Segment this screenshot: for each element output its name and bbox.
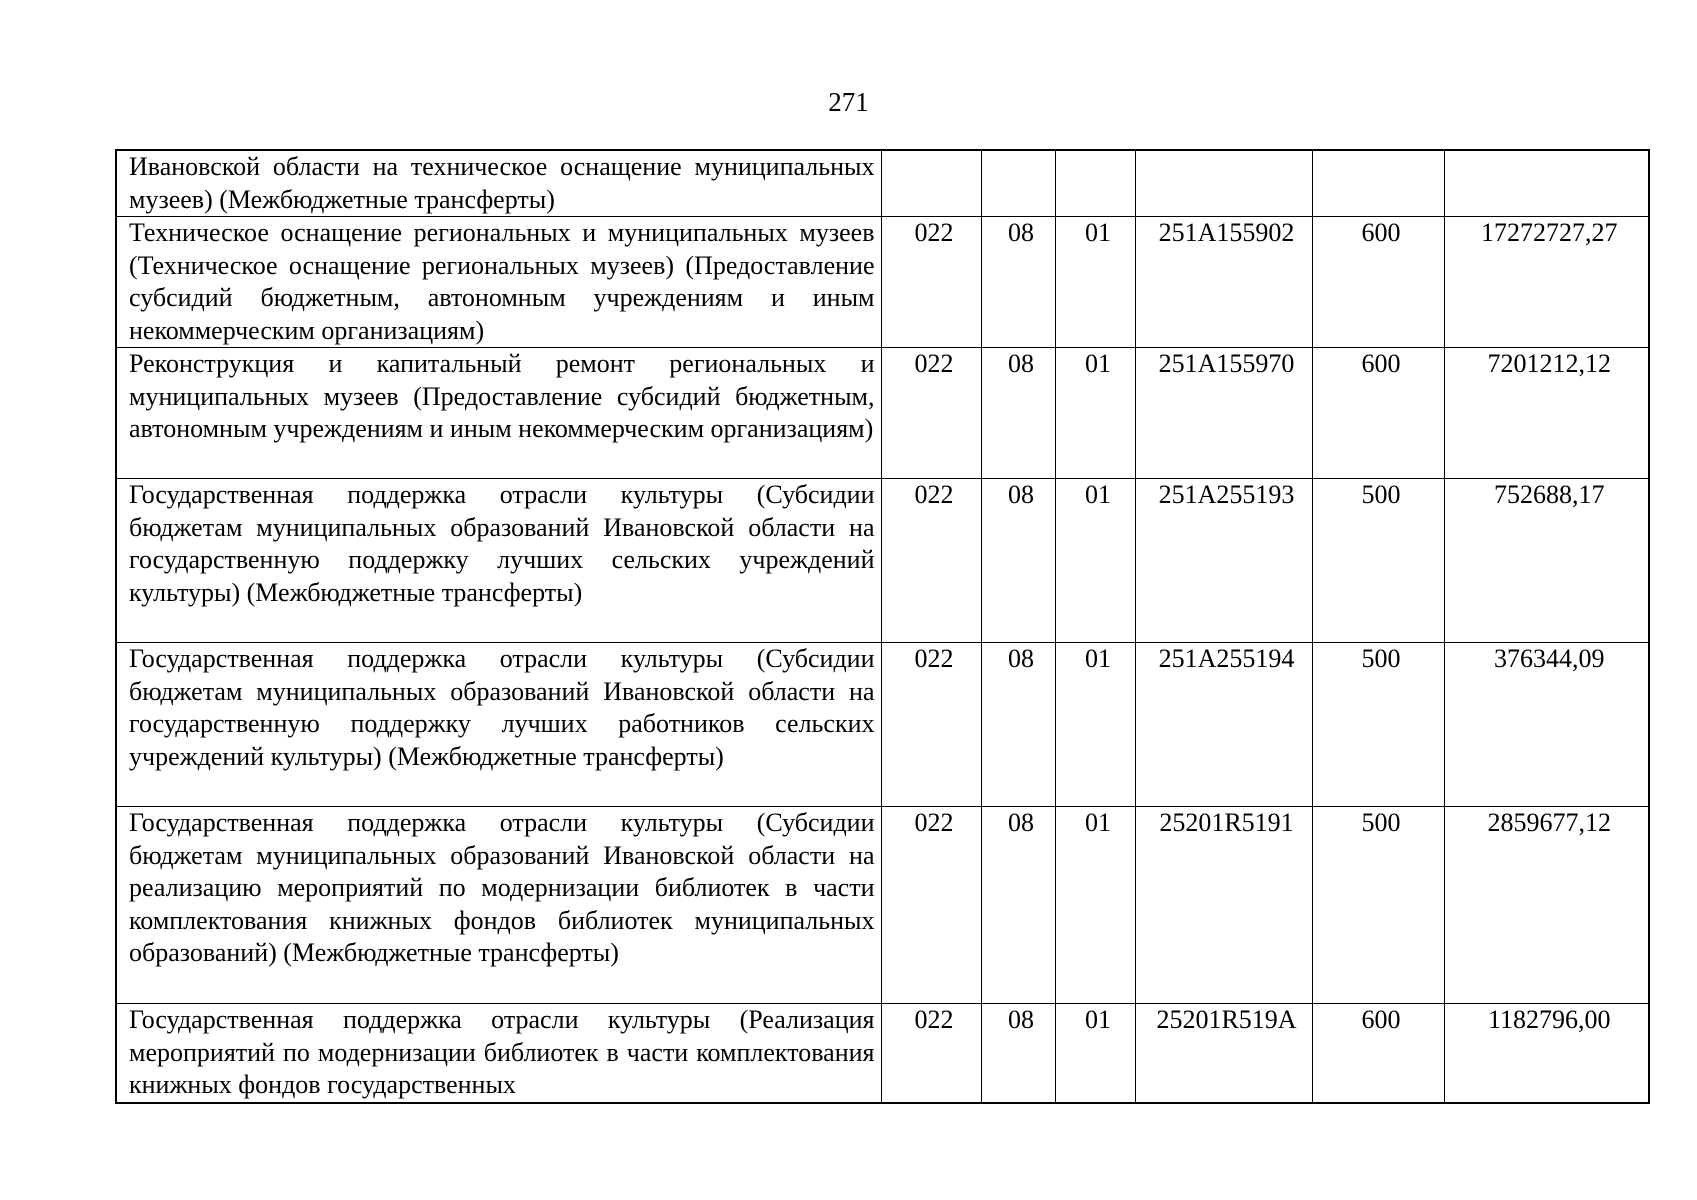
section-code: 08 (981, 479, 1055, 643)
subsection-code: 01 (1055, 1004, 1135, 1103)
expense-type-code: 500 (1312, 479, 1444, 643)
section-code: 08 (981, 1004, 1055, 1103)
row-description: Государственная поддержка отрасли культуры (Реализация мероприятий по модернизации библиотек в части комплектования книжных фондов государственных (116, 1004, 881, 1103)
expense-type-code: 600 (1312, 348, 1444, 479)
section-code: 08 (981, 643, 1055, 807)
ministry-code: 022 (881, 479, 981, 643)
target-article-code: 251A155970 (1135, 348, 1312, 479)
ministry-code: 022 (881, 348, 981, 479)
target-article-code: 25201R519A (1135, 1004, 1312, 1103)
row-description: Государственная поддержка отрасли культуры (Субсидии бюджетам муниципальных образований Ивановской области на государственную поддержку лучших сельских учреждений культуры) (Межбюджетные трансферты) (116, 479, 881, 643)
row-description: Ивановской области на техническое оснащение муниципальных музеев) (Межбюджетные трансферты) (116, 150, 881, 217)
table-row (116, 1004, 1649, 1103)
target-article-code: 251A155902 (1135, 217, 1312, 348)
expense-type-code: 500 (1312, 643, 1444, 807)
subsection-code: 01 (1055, 479, 1135, 643)
expense-type-code: 600 (1312, 1004, 1444, 1103)
row-description: Государственная поддержка отрасли культуры (Субсидии бюджетам муниципальных образований Ивановской области на государственную поддержку лучших работников сельских учреждений культуры) (Межбюджетные трансферты) (116, 643, 881, 807)
amount: 752688,17 (1444, 479, 1649, 643)
table-row (116, 807, 1649, 1004)
table-row (116, 643, 1649, 807)
subsection-code: 01 (1055, 348, 1135, 479)
section-code (981, 150, 1055, 217)
amount: 7201212,12 (1444, 348, 1649, 479)
subsection-code: 01 (1055, 217, 1135, 348)
amount: 17272727,27 (1444, 217, 1649, 348)
ministry-code: 022 (881, 807, 981, 1004)
subsection-code (1055, 150, 1135, 217)
amount: 376344,09 (1444, 643, 1649, 807)
subsection-code: 01 (1055, 807, 1135, 1004)
amount: 2859677,12 (1444, 807, 1649, 1004)
expense-type-code: 600 (1312, 217, 1444, 348)
row-description: Реконструкция и капитальный ремонт региональных и муниципальных музеев (Предоставление субсидий бюджетным, автономным учреждениям и иным некоммерческим организациям) (116, 348, 881, 479)
ministry-code: 022 (881, 643, 981, 807)
table-row (116, 479, 1649, 643)
table-row (116, 348, 1649, 479)
row-description: Техническое оснащение региональных и муниципальных музеев (Техническое оснащение региональных музеев) (Предоставление субсидий бюджетным, автономным учреждениям и иным некоммерческим организациям) (116, 217, 881, 348)
target-article-code: 25201R5191 (1135, 807, 1312, 1004)
target-article-code (1135, 150, 1312, 217)
amount (1444, 150, 1649, 217)
section-code: 08 (981, 807, 1055, 1004)
target-article-code: 251A255194 (1135, 643, 1312, 807)
target-article-code: 251A255193 (1135, 479, 1312, 643)
expense-type-code: 500 (1312, 807, 1444, 1004)
section-code: 08 (981, 217, 1055, 348)
ministry-code: 022 (881, 1004, 981, 1103)
subsection-code: 01 (1055, 643, 1135, 807)
page-number: 271 (828, 87, 869, 117)
amount: 1182796,00 (1444, 1004, 1649, 1103)
table-row (116, 150, 1649, 217)
ministry-code (881, 150, 981, 217)
ministry-code: 022 (881, 217, 981, 348)
expense-type-code (1312, 150, 1444, 217)
row-description: Государственная поддержка отрасли культуры (Субсидии бюджетам муниципальных образований Ивановской области на реализацию мероприятий по модернизации библиотек в части комплектования книжных фондов библиотек муниципальных образований) (Межбюджетные трансферты) (116, 807, 881, 1004)
section-code: 08 (981, 348, 1055, 479)
budget-table (115, 149, 1650, 1104)
table-row (116, 217, 1649, 348)
